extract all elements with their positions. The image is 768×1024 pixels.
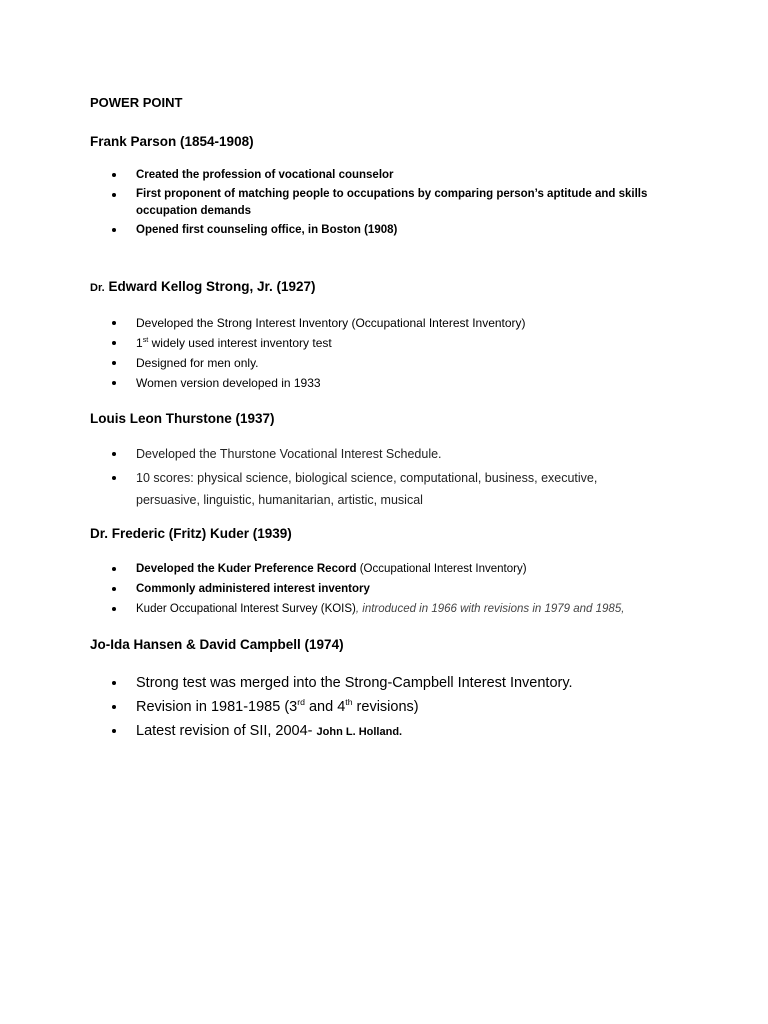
bullet-list-thurstone [90, 443, 690, 511]
list-item: Developed the Thurstone Vocational Interest Schedule. [90, 443, 690, 465]
list-item: Designed for men only. [90, 353, 690, 373]
section-heading-hansen-campbell: Jo-Ida Hansen & David Campbell (1974) [90, 637, 344, 652]
bullet-list-parson [90, 166, 690, 239]
bullet-list-strong [90, 313, 690, 393]
section-heading-kuder: Dr. Frederic (Fritz) Kuder (1939) [90, 526, 292, 541]
list-item: Developed the Strong Interest Inventory (Occupational Interest Inventory) [90, 313, 690, 333]
document-title: POWER POINT [90, 95, 183, 110]
bullet-list-kuder [90, 559, 690, 619]
section-heading-strong [90, 279, 316, 294]
list-item: Kuder Occupational Interest Survey (KOIS), introduced in 1966 with revisions in 1979 and 1985, [90, 599, 690, 619]
list-item: Created the profession of vocational counselor [90, 166, 690, 184]
list-item: Opened first counseling office, in Boston (1908) [90, 221, 690, 239]
list-item: Developed the Kuder Preference Record (Occupational Interest Inventory) [90, 559, 690, 579]
list-item: Latest revision of SII, 2004- John L. Holland. [90, 719, 690, 744]
list-item: Women version developed in 1933 [90, 373, 690, 393]
section-heading-thurstone: Louis Leon Thurstone (1937) [90, 411, 275, 426]
list-item: Strong test was merged into the Strong-Campbell Interest Inventory. [90, 671, 690, 695]
list-item: First proponent of matching people to occupations by comparing person’s aptitude and skills occupation demands [90, 186, 690, 220]
list-item: 1st widely used interest inventory test [90, 333, 690, 353]
list-item: 10 scores: physical science, biological science, computational, business, executive, persuasive, linguistic, humanitarian, artistic, musical [90, 467, 656, 511]
list-item: Commonly administered interest inventory [90, 579, 690, 599]
heading-text: Edward Kellog Strong, Jr. (1927) [108, 279, 316, 294]
heading-prefix: Dr. [90, 282, 105, 294]
section-heading-parson: Frank Parson (1854-1908) [90, 134, 254, 149]
bullet-list-hansen-campbell [90, 671, 690, 744]
list-item: Revision in 1981-1985 (3rd and 4th revisions) [90, 695, 690, 719]
